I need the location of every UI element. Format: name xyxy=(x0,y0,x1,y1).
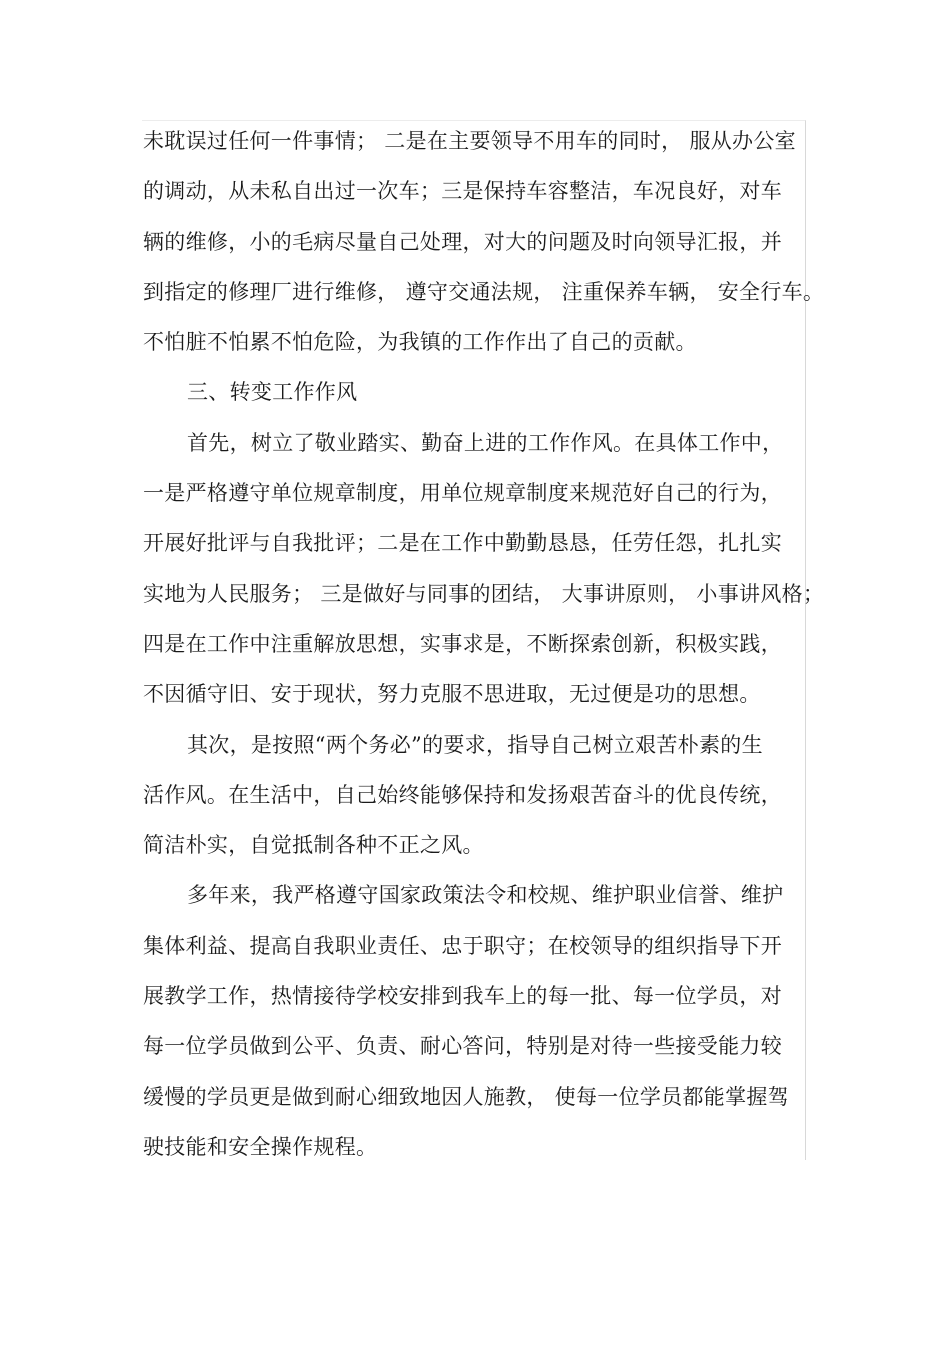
text-line: 不怕脏不怕累不怕危险，为我镇的工作作出了自己的贡献。 xyxy=(143,330,697,355)
text-line: 驶技能和安全操作规程。 xyxy=(143,1134,378,1159)
section-heading: 三、转变工作作风 xyxy=(187,380,358,405)
text-line: 开展好批评与自我批评；二是在工作中勤勤恳恳，任劳任怨，扎扎实 xyxy=(143,531,782,556)
paragraph-start: 多年来，我严格遵守国家政策法令和校规、维护职业信誉、维护 xyxy=(187,883,784,908)
text-line: 活作风。在生活中，自己始终能够保持和发扬艰苦奋斗的优良传统， xyxy=(143,782,782,807)
text-line: 每一位学员做到公平、负责、耐心答问，特别是对待一些接受能力较 xyxy=(143,1034,782,1059)
paragraph-start: 首先，树立了敬业踏实、勤奋上进的工作作风。在具体工作中， xyxy=(187,430,784,455)
text-line: 展教学工作，热情接待学校安排到我车上的每一批、每一位学员，对 xyxy=(143,984,782,1009)
text-line: 辆的维修，小的毛病尽量自己处理，对大的问题及时向领导汇报，并 xyxy=(143,229,782,254)
document-body xyxy=(143,116,825,1172)
text-line: 不因循守旧、安于现状，努力克服不思进取，无过便是功的思想。 xyxy=(143,682,761,707)
text-line: 集体利益、提高自我职业责任、忠于职守；在校领导的组织指导下开 xyxy=(143,933,782,958)
paragraph-start: 其次，是按照“两个务必”的要求，指导自己树立艰苦朴素的生 xyxy=(187,732,763,757)
text-line: 缓慢的学员更是做到耐心细致地因人施教， 使每一位学员都能掌握驾 xyxy=(143,1084,789,1109)
text-line: 简洁朴实，自觉抵制各种不正之风。 xyxy=(143,833,484,858)
text-line: 实地为人民服务； 三是做好与同事的团结， 大事讲原则， 小事讲风格； xyxy=(143,581,825,606)
text-line: 到指定的修理厂进行维修， 遵守交通法规， 注重保养车辆， 安全行车。 xyxy=(143,279,825,304)
text-line: 一是严格遵守单位规章制度，用单位规章制度来规范好自己的行为， xyxy=(143,481,782,506)
text-line: 未耽误过任何一件事情； 二是在主要领导不用车的同时， 服从办公室 xyxy=(143,129,796,153)
text-line: 四是在工作中注重解放思想，实事求是，不断探索创新，积极实践， xyxy=(143,631,782,656)
text-line: 的调动，从未私自出过一次车；三是保持车容整洁，车况良好，对车 xyxy=(143,179,782,204)
